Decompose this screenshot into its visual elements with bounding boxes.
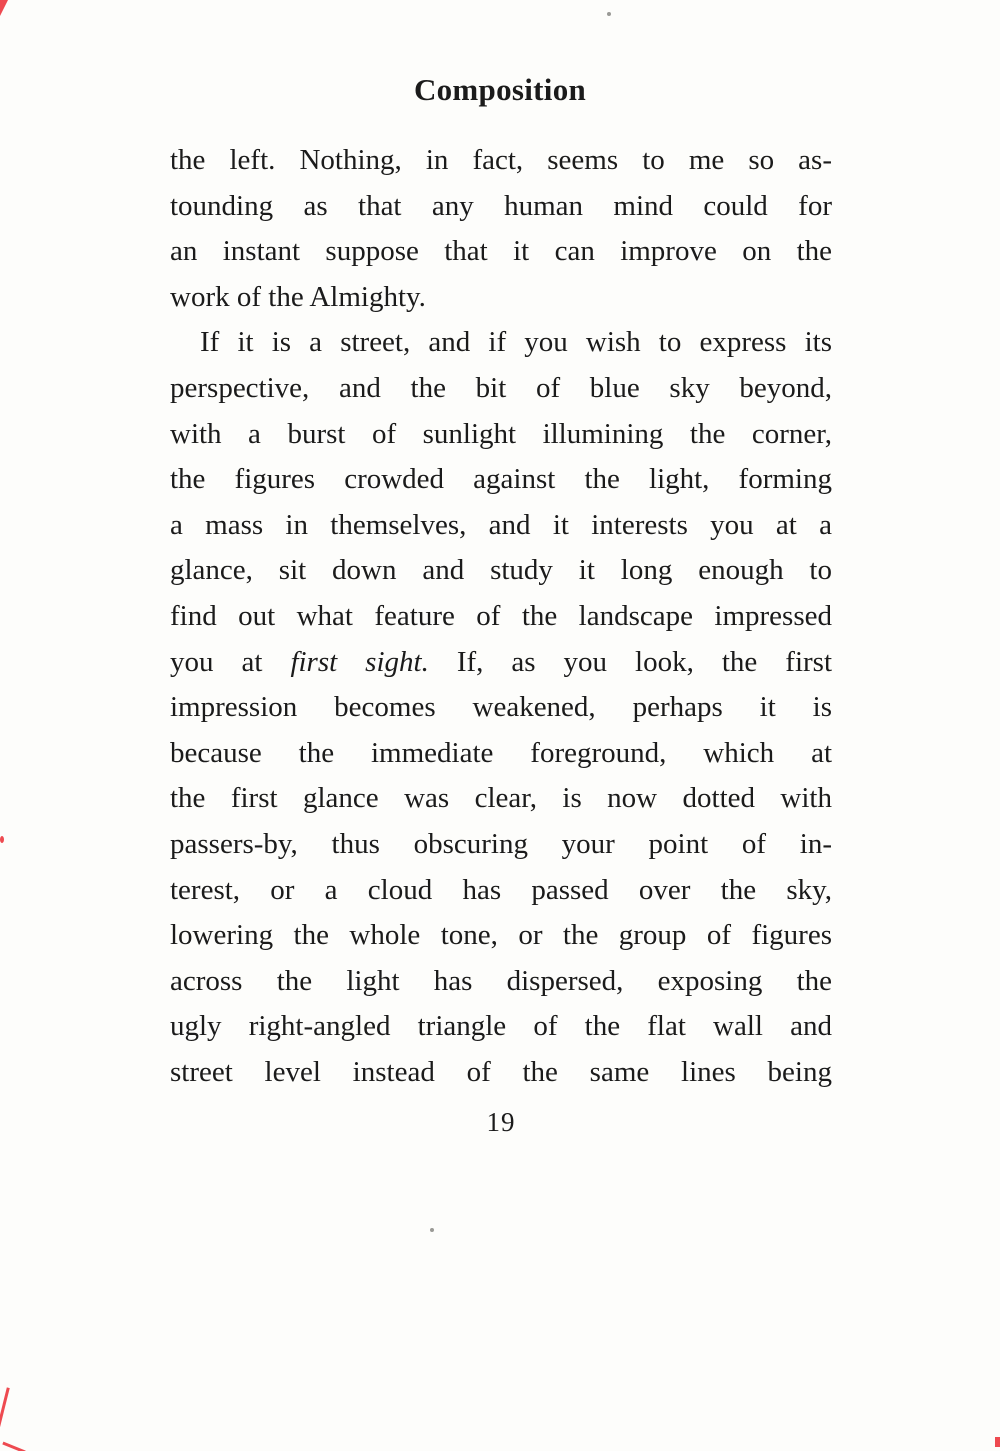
body-text <box>170 138 832 1138</box>
scan-artifact-bottom-right <box>995 1437 1000 1447</box>
text-line: because the immediate foreground, which at <box>170 736 832 769</box>
italic-phrase: first sight. <box>290 645 429 678</box>
text-line: impression becomes weakened, perhaps it is <box>170 691 832 724</box>
paragraph-1 <box>170 138 832 320</box>
text-line: ugly right-angled triangle of the flat wall and <box>170 1010 832 1043</box>
scan-speck <box>430 1228 434 1232</box>
page-number: 19 <box>486 1107 516 1138</box>
scan-speck <box>607 12 611 16</box>
text-line: work of the Almighty. <box>170 280 426 313</box>
text-line: If it is a street, and if you wish to express its <box>200 326 832 359</box>
text-segment: If, as you look, the first <box>428 645 833 678</box>
text-line: perspective, and the bit of blue sky beyond, <box>170 371 832 404</box>
text-line: across the light has dispersed, exposing the <box>170 964 832 997</box>
text-line: with a burst of sunlight illumining the corner, <box>170 417 832 450</box>
scan-artifact-bottom-left <box>0 1387 10 1434</box>
text-segment: you at <box>170 645 291 678</box>
text-line: the first glance was clear, is now dotted with <box>170 782 832 815</box>
text-line: a mass in themselves, and it interests you at a <box>170 508 832 541</box>
text-line: passers-by, thus obscuring your point of in- <box>170 827 832 860</box>
scan-artifact-bottom-left <box>2 1442 25 1451</box>
text-line: the left. Nothing, in fact, seems to me so as- <box>170 144 832 176</box>
text-line: street level instead of the same lines being <box>170 1055 832 1088</box>
text-line: glance, sit down and study it long enough to <box>170 554 832 587</box>
page-title: Composition <box>413 72 587 107</box>
scan-artifact-left-edge <box>0 836 4 843</box>
text-line: tounding as that any human mind could for <box>170 189 832 222</box>
text-line: an instant suppose that it can improve on the <box>170 235 832 268</box>
text-line: the figures crowded against the light, forming <box>170 463 832 496</box>
text-line: find out what feature of the landscape impressed <box>170 599 832 632</box>
paragraph-2 <box>170 320 832 1095</box>
text-line: lowering the whole tone, or the group of figures <box>170 919 832 952</box>
text-line <box>170 640 832 686</box>
text-line: terest, or a cloud has passed over the sky, <box>170 873 832 906</box>
